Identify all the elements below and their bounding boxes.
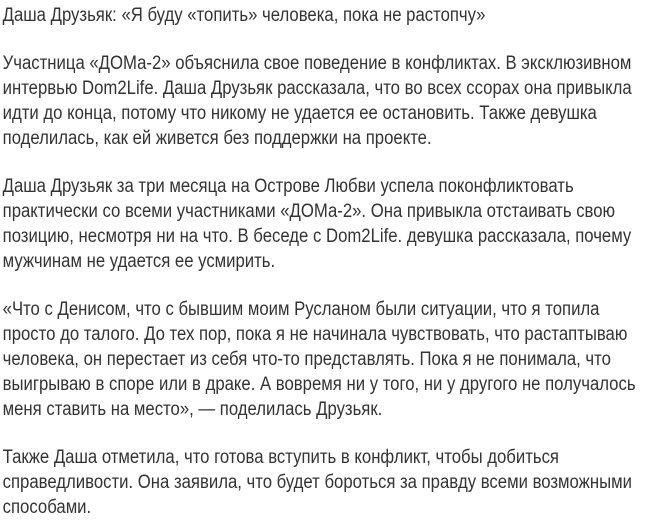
paragraph-line: способами.: [2, 497, 92, 518]
paragraph: [3, 51, 669, 151]
paragraph-line: просто до талого. До тех пор, пока я не начинала чувствовать, что растаптываю: [2, 324, 628, 345]
paragraph: [3, 445, 669, 520]
paragraph-line: идти до конца, потому что никому не удается ее остановить. Также девушка: [2, 103, 597, 124]
paragraph-line: практически со всеми участниками «ДОМа-2». Она привыкла отстаивать свою: [2, 201, 616, 222]
paragraph-line: интервью Dom2Life. Даша Друзьяк рассказала, что во всех ссорах она привыкла: [2, 78, 632, 99]
article-title: Даша Друзьяк: «Я буду «топить» человека, пока не растопчу»: [2, 5, 486, 26]
paragraph: [3, 174, 669, 274]
paragraph-line: выигрываю в споре или в драке. А вовремя ни у того, ни у другого не получалось: [2, 374, 636, 395]
paragraph: [3, 297, 669, 422]
paragraph-line: справедливости. Она заявила, что будет бороться за правду всеми возможными: [2, 472, 632, 493]
paragraph-line: Даша Друзьяк за три месяца на Острове Любви успела поконфликтовать: [2, 176, 574, 197]
paragraph-line: поделилась, как ей живется без поддержки на проекте.: [2, 128, 432, 149]
paragraph-line: «Что с Денисом, что с бывшим моим Русланом были ситуации, что я топила: [2, 299, 600, 320]
paragraph-line: меня ставить на место», — поделилась Друзьяк.: [2, 399, 383, 420]
paragraph-line: позицию, несмотря ни на что. В беседе с Dom2Life. девушка рассказала, почему: [2, 226, 632, 247]
paragraph-line: Также Даша отметила, что готова вступить в конфликт, чтобы добиться: [2, 447, 559, 468]
paragraph-line: мужчинам не удается ее усмирить.: [2, 251, 276, 272]
paragraph-line: Участница «ДОМа-2» объяснила свое поведение в конфликтах. В эксклюзивном: [2, 53, 632, 74]
paragraph-line: человека, он перестает из себя что-то представлять. Пока я не понимала, что: [2, 349, 611, 370]
